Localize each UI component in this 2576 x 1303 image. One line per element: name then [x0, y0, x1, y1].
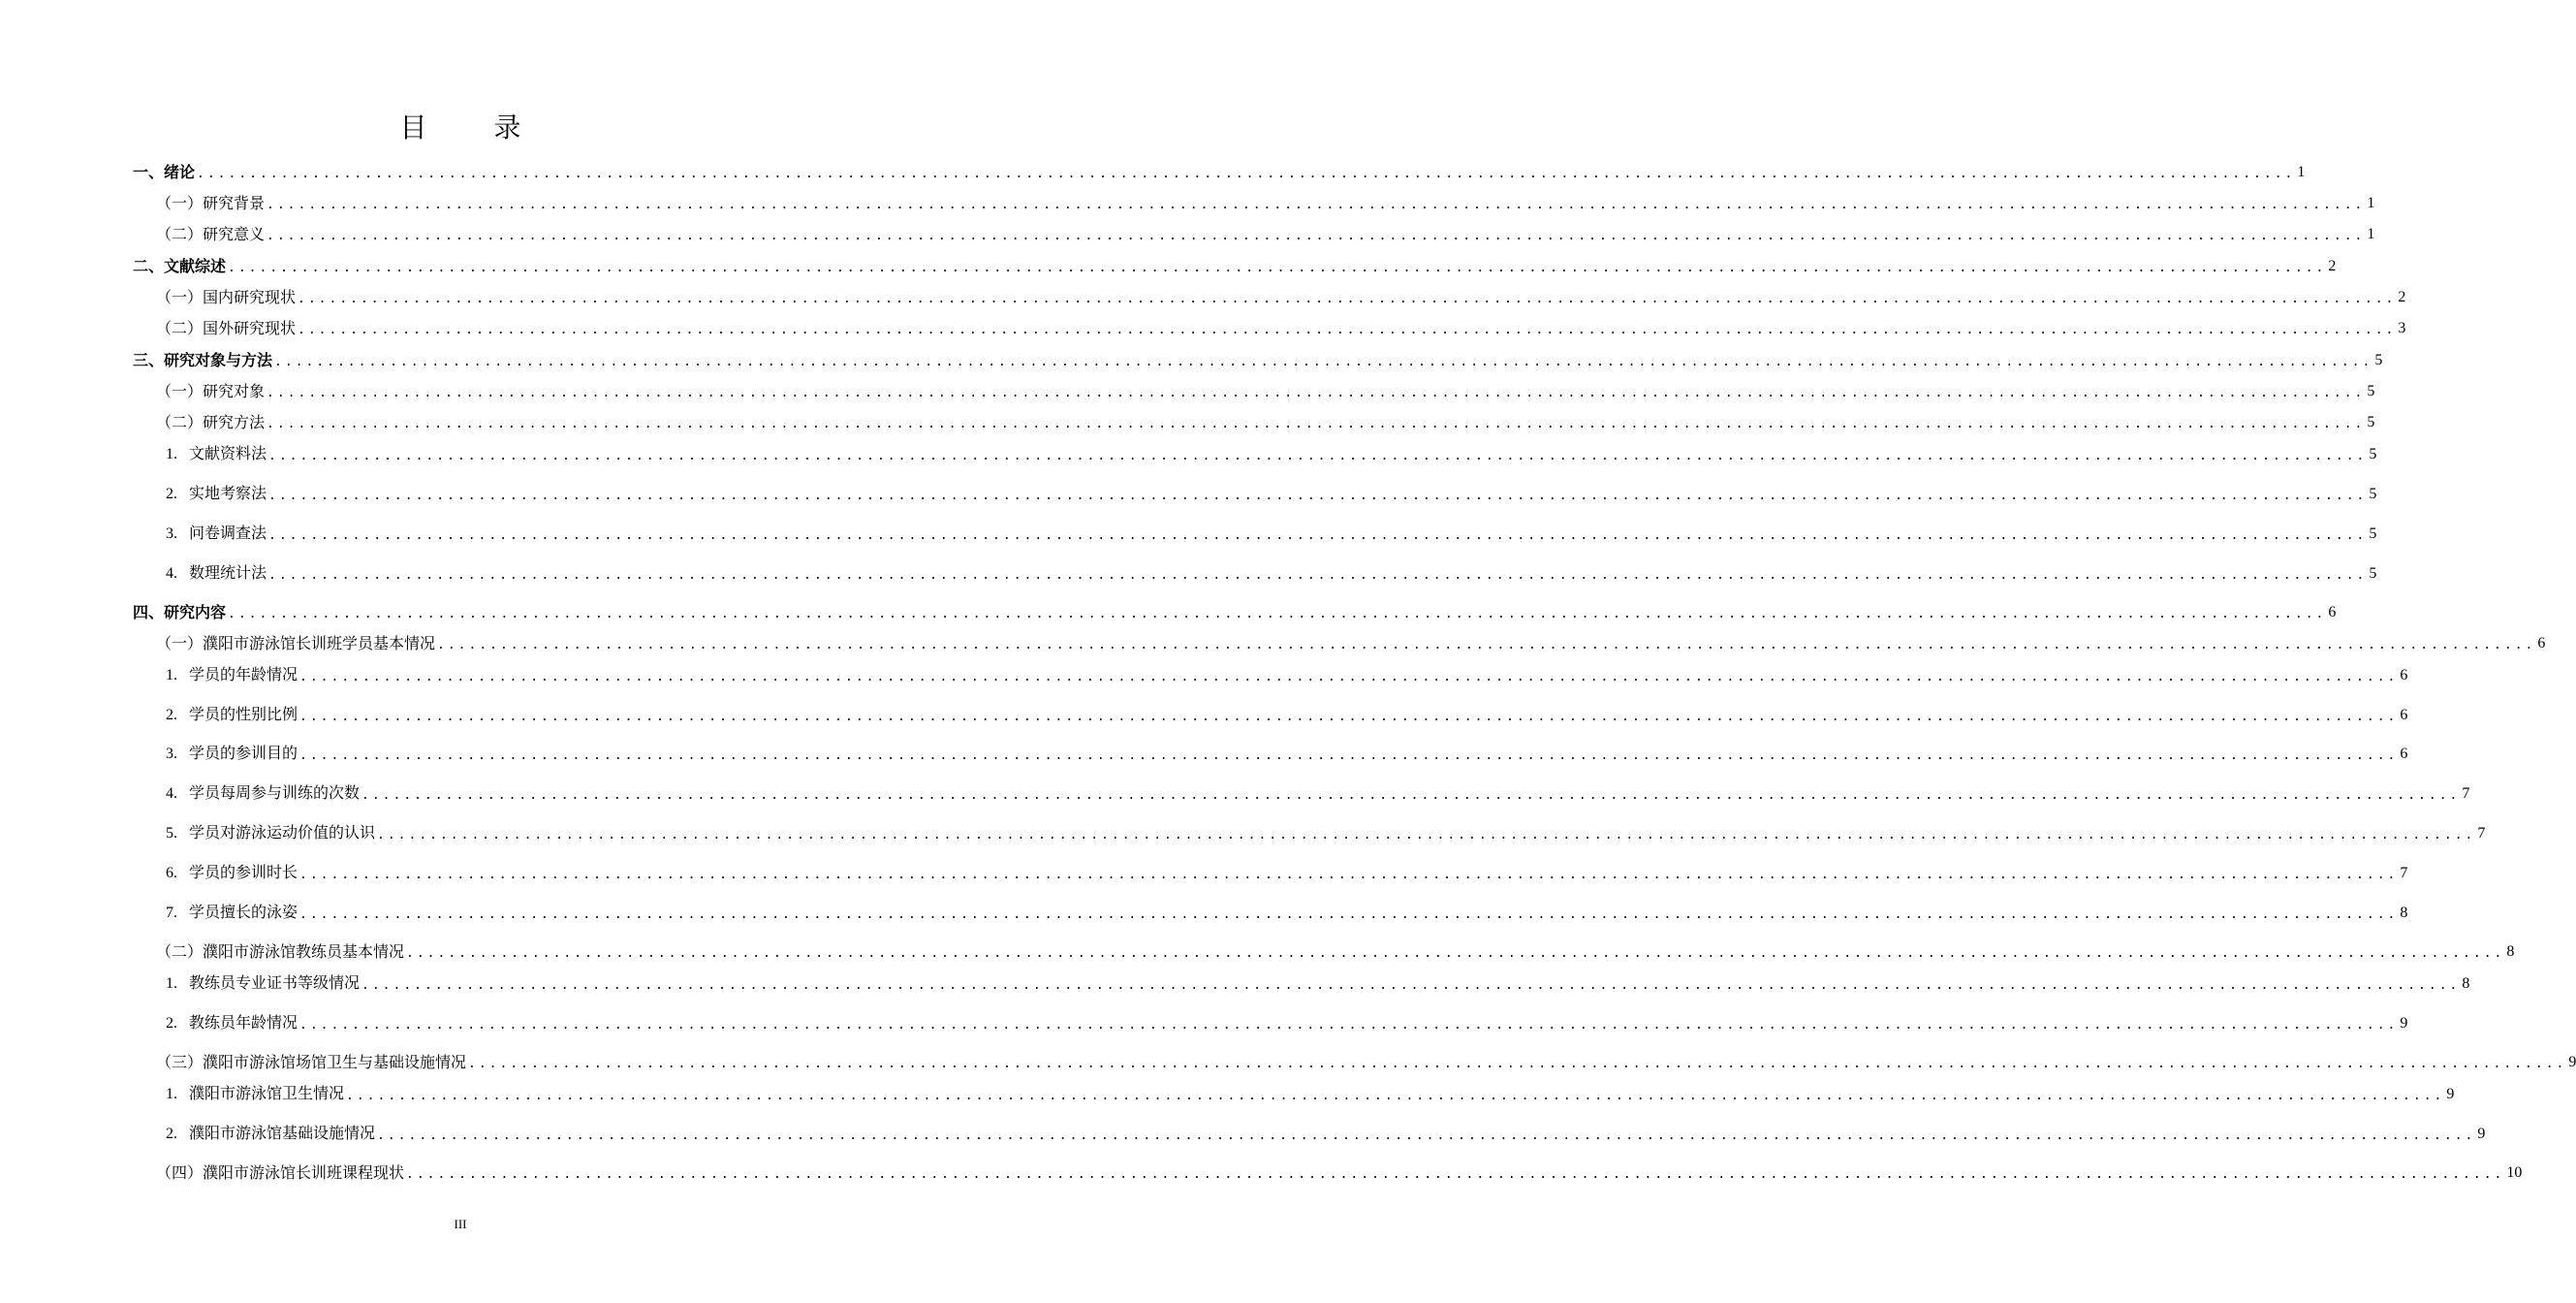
toc-entry[interactable]	[133, 161, 2306, 184]
toc-entry[interactable]	[133, 380, 2375, 403]
toc-entry-label	[166, 781, 360, 806]
toc-entry-text: 学员的年龄情况	[189, 665, 298, 683]
toc-entry-number: 4.	[166, 785, 177, 802]
toc-entry-number: 1.	[166, 975, 177, 992]
dot-leader: ........................................................................................................................................................................................................	[267, 229, 2366, 243]
toc-entry-page-number: 5	[2369, 565, 2377, 582]
toc-entry[interactable]	[133, 411, 2375, 434]
dot-leader: ........................................................................................................................................................................................................	[298, 292, 2397, 306]
toc-entry-page-number: 6	[2537, 635, 2546, 652]
dot-leader: ........................................................................................................................................................................................................	[228, 261, 2327, 275]
toc-entry[interactable]	[133, 1083, 2455, 1106]
toc-entry-page-number: 10	[2506, 1164, 2523, 1181]
toc-entry[interactable]	[133, 601, 2337, 624]
toc-entry-number: 5.	[166, 825, 177, 842]
toc-entry-text: 四、研究内容	[133, 603, 227, 621]
toc-entry-label	[133, 601, 226, 624]
toc-entry-label	[156, 1051, 466, 1074]
page-title: 目 录	[399, 111, 550, 143]
toc-entry-page-number: 5	[2367, 383, 2375, 399]
toc-entry-text: 问卷调查法	[189, 524, 267, 542]
toc-entry-text: 学员每周参与训练的次数	[189, 783, 361, 802]
toc-entry-page-number: 6	[2328, 604, 2337, 620]
dot-leader: ........................................................................................................................................................................................................	[299, 868, 2399, 882]
toc-entry[interactable]	[133, 562, 2377, 586]
dot-leader: ........................................................................................................................................................................................................	[299, 1018, 2399, 1033]
toc-entry[interactable]	[133, 1161, 2523, 1185]
toc-entry-page-number: 6	[2400, 667, 2408, 683]
dot-leader: ........................................................................................................................................................................................................	[406, 946, 2505, 961]
toc-entry-text: 濮阳市游泳馆基础设施情况	[189, 1124, 376, 1142]
toc-entry-number: 1.	[166, 446, 177, 462]
toc-entry-text: （一）研究对象	[156, 382, 266, 400]
dot-leader: ........................................................................................................................................................................................................	[299, 670, 2399, 684]
toc-entry[interactable]	[133, 483, 2377, 506]
toc-entry-text: （四）濮阳市游泳馆长训班课程现状	[156, 1163, 405, 1182]
dot-leader: ........................................................................................................................................................................................................	[377, 1128, 2476, 1143]
toc-entry-label	[166, 703, 298, 727]
toc-entry-number: 2.	[166, 486, 177, 502]
toc-entry-page-number: 5	[2369, 486, 2377, 502]
toc-entry-text: 文献资料法	[189, 444, 267, 462]
toc-entry-page-number: 7	[2462, 785, 2470, 802]
toc-entry[interactable]	[133, 1012, 2408, 1035]
toc-entry[interactable]	[133, 822, 2486, 845]
toc-entry-page-number: 6	[2400, 707, 2408, 723]
toc-entry-text: 学员的参训时长	[189, 863, 298, 881]
toc-entry-label	[166, 442, 267, 466]
dot-leader: ........................................................................................................................................................................................................	[346, 1089, 2445, 1103]
toc-entry[interactable]	[133, 349, 2383, 372]
toc-entry-text: 数理统计法	[189, 563, 267, 582]
toc-entry-number: 7.	[166, 905, 177, 921]
dot-leader: ........................................................................................................................................................................................................	[377, 828, 2476, 842]
dot-leader: ........................................................................................................................................................................................................	[361, 788, 2461, 803]
dot-leader: ........................................................................................................................................................................................................	[361, 978, 2461, 993]
toc-entry-label	[156, 317, 296, 340]
dot-leader: ........................................................................................................................................................................................................	[267, 386, 2366, 400]
toc-entry-text: 学员擅长的泳姿	[189, 903, 298, 921]
toc-entry-text: （一）研究背景	[156, 194, 266, 212]
dot-leader: ........................................................................................................................................................................................................	[268, 489, 2368, 503]
toc-entry-text: （二）研究方法	[156, 413, 266, 431]
page-number-footer: III	[454, 1217, 467, 1231]
toc-entry-page-number: 8	[2506, 943, 2515, 960]
toc-entry[interactable]	[133, 782, 2470, 806]
dot-leader: ........................................................................................................................................................................................................	[468, 1057, 2567, 1071]
toc-entry-label	[133, 255, 226, 278]
toc-entry-page-number: 1	[2367, 195, 2375, 211]
toc-entry-label	[156, 286, 296, 309]
toc-entry-page-number: 3	[2398, 320, 2406, 336]
dot-leader: ........................................................................................................................................................................................................	[406, 1167, 2505, 1182]
toc-entry-page-number: 6	[2400, 746, 2408, 762]
toc-entry-text: 一、绪论	[133, 163, 196, 181]
toc-entry[interactable]	[133, 940, 2515, 964]
dot-leader: ........................................................................................................................................................................................................	[228, 607, 2327, 621]
toc-entry-page-number: 2	[2328, 258, 2337, 274]
toc-entry-label	[133, 349, 272, 372]
toc-entry-page-number: 9	[2400, 1015, 2408, 1032]
toc-entry-label	[166, 901, 298, 925]
toc-entry[interactable]	[133, 523, 2377, 546]
dot-leader: ........................................................................................................................................................................................................	[298, 323, 2397, 337]
toc-entry-page-number: 1	[2297, 164, 2306, 180]
toc-entry[interactable]	[133, 1051, 2576, 1074]
dot-leader: ........................................................................................................................................................................................................	[299, 710, 2399, 724]
toc-entry[interactable]	[133, 1123, 2486, 1146]
toc-entry-label	[156, 1161, 404, 1185]
toc-entry-text: 三、研究对象与方法	[133, 351, 273, 369]
dot-leader: ........................................................................................................................................................................................................	[299, 748, 2399, 763]
toc-entry-text: （一）濮阳市游泳馆长训班学员基本情况	[156, 634, 436, 652]
toc-entry[interactable]	[133, 286, 2406, 309]
toc-entry-text: （三）濮阳市游泳馆场馆卫生与基础设施情况	[156, 1053, 467, 1071]
toc-entry-text: （二）濮阳市游泳馆教练员基本情况	[156, 942, 405, 961]
toc-entry-page-number: 8	[2400, 905, 2408, 921]
toc-entry-page-number: 5	[2369, 446, 2377, 462]
toc-entry-label	[156, 632, 435, 655]
toc-entry-page-number: 8	[2462, 975, 2470, 992]
dot-leader: ........................................................................................................................................................................................................	[268, 568, 2368, 583]
toc-entry-number: 2.	[166, 1015, 177, 1032]
toc-entry-page-number: 9	[2568, 1054, 2576, 1070]
toc-entry-label	[166, 971, 360, 996]
dot-leader: ........................................................................................................................................................................................................	[268, 528, 2368, 543]
toc-entry-number: 4.	[166, 565, 177, 582]
toc-entry-page-number: 5	[2367, 414, 2375, 430]
dot-leader: ........................................................................................................................................................................................................	[268, 449, 2368, 463]
dot-leader: ........................................................................................................................................................................................................	[274, 355, 2373, 369]
toc-entry-number: 3.	[166, 746, 177, 762]
toc-entry-number: 3.	[166, 525, 177, 542]
toc-entry-label	[133, 161, 195, 184]
toc-entry-text: 二、文献综述	[133, 257, 227, 275]
toc-entry-text: 学员的参训目的	[189, 744, 298, 762]
toc-entry-label	[166, 561, 267, 586]
toc-entry-page-number: 7	[2477, 825, 2486, 842]
toc-entry-text: 教练员年龄情况	[189, 1013, 298, 1032]
toc-entry-label	[156, 223, 265, 246]
toc-entry-label	[166, 522, 267, 546]
toc-entry-text: 实地考察法	[189, 484, 267, 502]
toc-entry-label	[166, 1122, 375, 1146]
toc-entry[interactable]	[133, 632, 2546, 655]
toc-entry-number: 2.	[166, 1126, 177, 1142]
toc-entry-label	[156, 411, 265, 434]
dot-leader: ........................................................................................................................................................................................................	[267, 198, 2366, 212]
dot-leader: ........................................................................................................................................................................................................	[437, 638, 2536, 652]
toc-entry[interactable]	[133, 443, 2377, 466]
toc-entry-number: 6.	[166, 865, 177, 881]
dot-leader: ........................................................................................................................................................................................................	[299, 907, 2399, 922]
toc-entry[interactable]	[133, 972, 2470, 996]
toc-entry[interactable]	[133, 704, 2408, 727]
toc-entry-page-number: 5	[2374, 352, 2383, 368]
dot-leader: ........................................................................................................................................................................................................	[267, 417, 2366, 431]
toc-entry[interactable]	[133, 743, 2408, 766]
toc-entry[interactable]	[133, 192, 2375, 215]
toc-entry[interactable]	[133, 255, 2337, 278]
toc-entry-text: 学员对游泳运动价值的认识	[189, 823, 376, 842]
toc-entry-label	[166, 663, 298, 687]
toc-entry-label	[166, 1082, 344, 1106]
toc-entry-label	[156, 192, 265, 215]
toc-entry-label	[166, 742, 298, 766]
toc-entry-text: （二）国外研究现状	[156, 319, 297, 337]
toc-entry-text: 教练员专业证书等级情况	[189, 973, 361, 992]
toc-entry-page-number: 9	[2477, 1126, 2486, 1142]
toc-entry-text: 濮阳市游泳馆卫生情况	[189, 1084, 345, 1102]
toc-entry-page-number: 1	[2367, 226, 2375, 242]
toc-entry-label	[166, 821, 375, 845]
dot-leader: ........................................................................................................................................................................................................	[197, 167, 2296, 181]
toc-entry-label	[166, 1011, 298, 1035]
toc-entry-label	[156, 380, 265, 403]
toc-entry-label	[166, 482, 267, 506]
toc-entry-number: 1.	[166, 667, 177, 683]
toc-entry-number: 2.	[166, 707, 177, 723]
toc-entry-page-number: 5	[2369, 525, 2377, 542]
toc-entry-label	[156, 940, 404, 964]
toc-entry-text: 学员的性别比例	[189, 705, 298, 723]
toc-entry[interactable]	[133, 902, 2408, 925]
toc-entry[interactable]	[133, 317, 2406, 340]
toc-entry[interactable]	[133, 664, 2408, 687]
toc-entry-label	[166, 861, 298, 885]
toc-entry-page-number: 7	[2400, 865, 2408, 881]
toc-entry-page-number: 9	[2446, 1086, 2455, 1102]
toc-entry[interactable]	[133, 223, 2375, 246]
toc-entry[interactable]	[133, 862, 2408, 885]
toc-entry-text: （一）国内研究现状	[156, 288, 297, 306]
toc-entry-text: （二）研究意义	[156, 225, 266, 243]
toc-entry-page-number: 2	[2398, 289, 2406, 305]
toc-entry-number: 1.	[166, 1086, 177, 1102]
